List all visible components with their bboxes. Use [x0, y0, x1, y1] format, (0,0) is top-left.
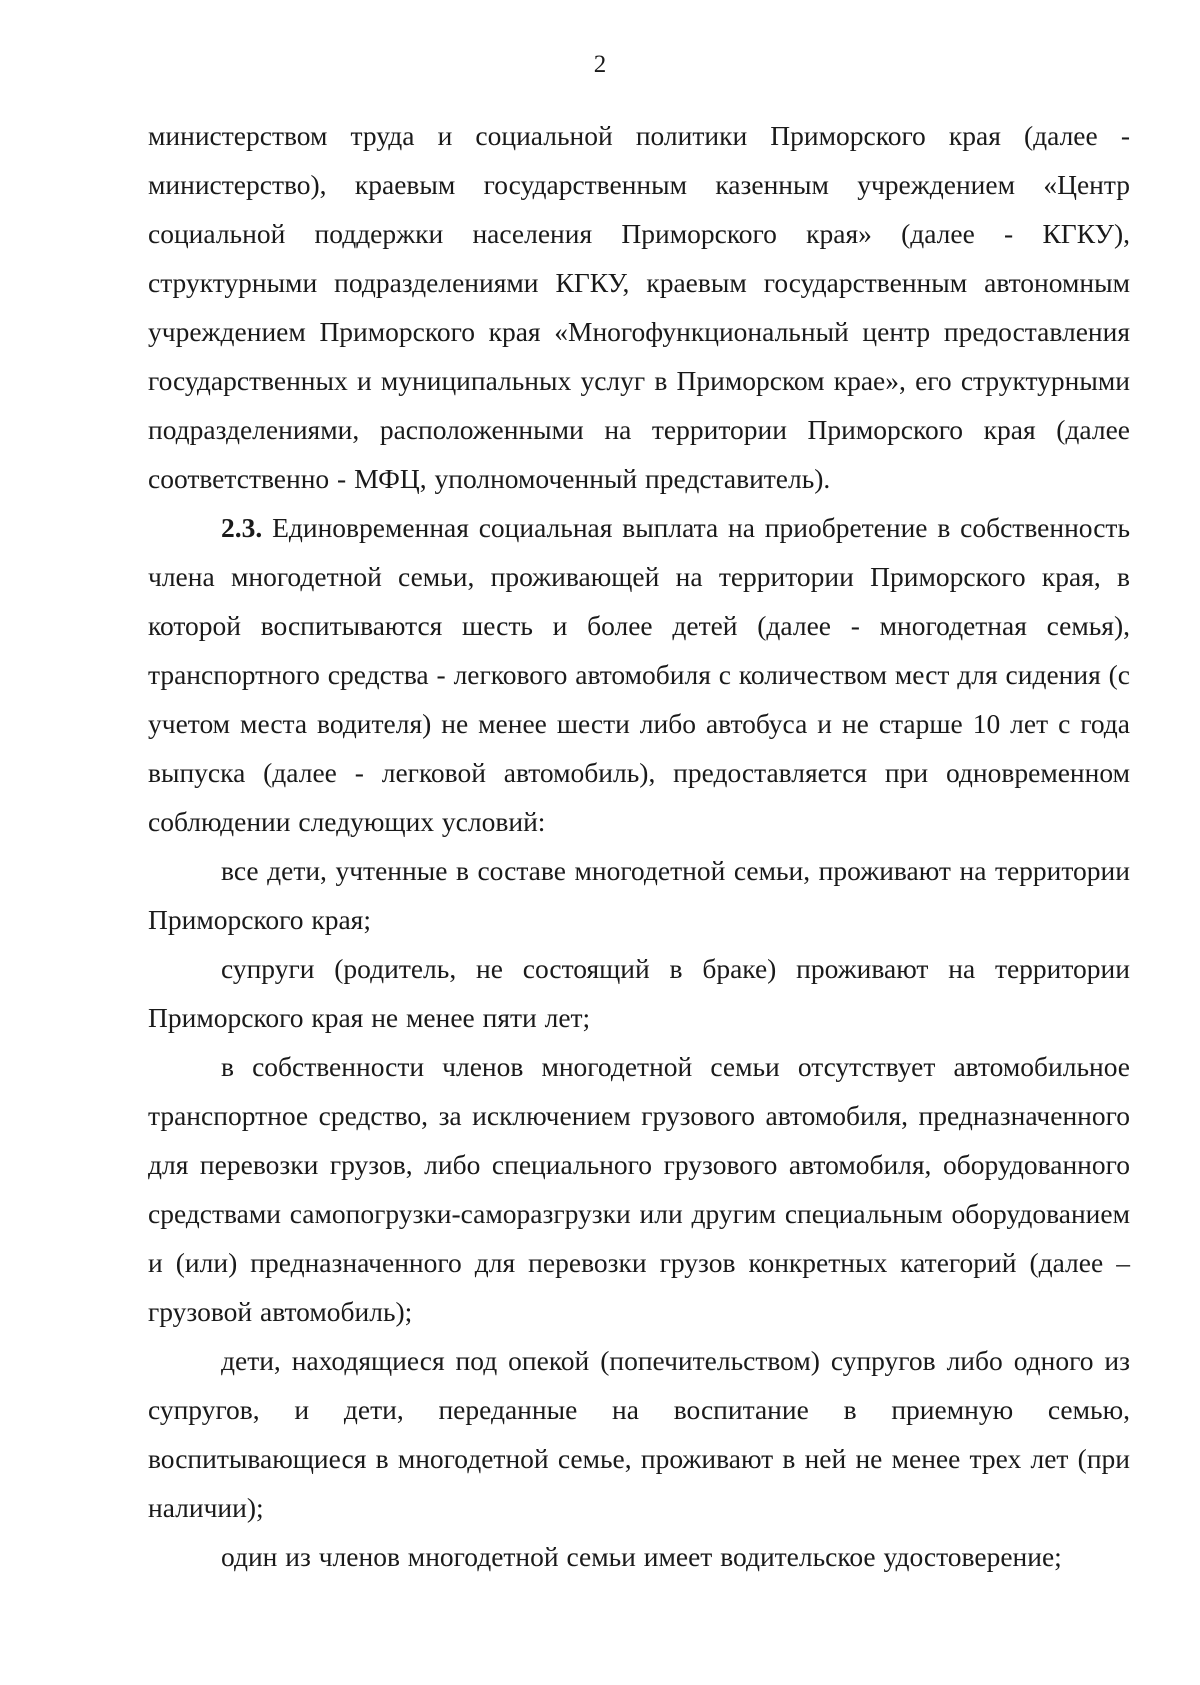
- paragraph-condition-guardianship: [148, 1336, 1130, 1532]
- paragraph-condition-spouses-residence: [148, 944, 1130, 1042]
- paragraph-text: Единовременная социальная выплата на приобретение в собственность члена многодетной семьи, проживающей на территории Приморского края, в которой воспитываются шесть и более детей (далее - многодетная семья), транспортного средства - легкового автомобиля с количеством мест для сидения (с учетом места водителя) не менее шести либо автобуса и не старше 10 лет с года выпуска (далее - легковой автомобиль), предоставляется при одновременном соблюдении следующих условий:: [148, 512, 1130, 837]
- paragraph-text: в собственности членов многодетной семьи отсутствует автомобильное транспортное средство, за исключением грузового автомобиля, предназначенного для перевозки грузов, либо специального грузового автомобиля, оборудованного средствами самопогрузки-саморазгрузки или другим специальным оборудованием и (или) предназначенного для перевозки грузов конкретных категорий (далее – грузовой автомобиль);: [148, 1051, 1130, 1327]
- paragraph-text: министерством труда и социальной политики Приморского края (далее - министерство), краевым государственным казенным учреждением «Центр социальной поддержки населения Приморского края» (далее - КГКУ), структурными подразделениями КГКУ, краевым государственным автономным учреждением Приморского края «Многофункциональный центр предоставления государственных и муниципальных услуг в Приморском крае», его структурными подразделениями, расположенными на территории Приморского края (далее соответственно - МФЦ, уполномоченный представитель).: [148, 120, 1130, 494]
- paragraph-number: 2.3.: [221, 512, 263, 543]
- paragraph-text: супруги (родитель, не состоящий в браке) проживают на территории Приморского края не менее пяти лет;: [148, 953, 1130, 1033]
- paragraph-2-3: [148, 503, 1130, 846]
- paragraph-text: один из членов многодетной семьи имеет водительское удостоверение;: [221, 1541, 1062, 1572]
- paragraph-condition-no-vehicle: [148, 1042, 1130, 1336]
- page-number: 2: [593, 51, 607, 78]
- paragraph-condition-driver-license: [148, 1532, 1130, 1581]
- paragraph-text: дети, находящиеся под опекой (попечительством) супругов либо одного из супругов, и дети, переданные на воспитание в приемную семью, воспитывающиеся в многодетной семье, проживают в ней не менее трех лет (при наличии);: [148, 1345, 1130, 1523]
- document-body: [148, 111, 1130, 1581]
- paragraph-text: все дети, учтенные в составе многодетной семьи, проживают на территории Приморского края;: [148, 855, 1130, 935]
- paragraph-condition-children-residence: [148, 846, 1130, 944]
- paragraph-1: [148, 111, 1130, 503]
